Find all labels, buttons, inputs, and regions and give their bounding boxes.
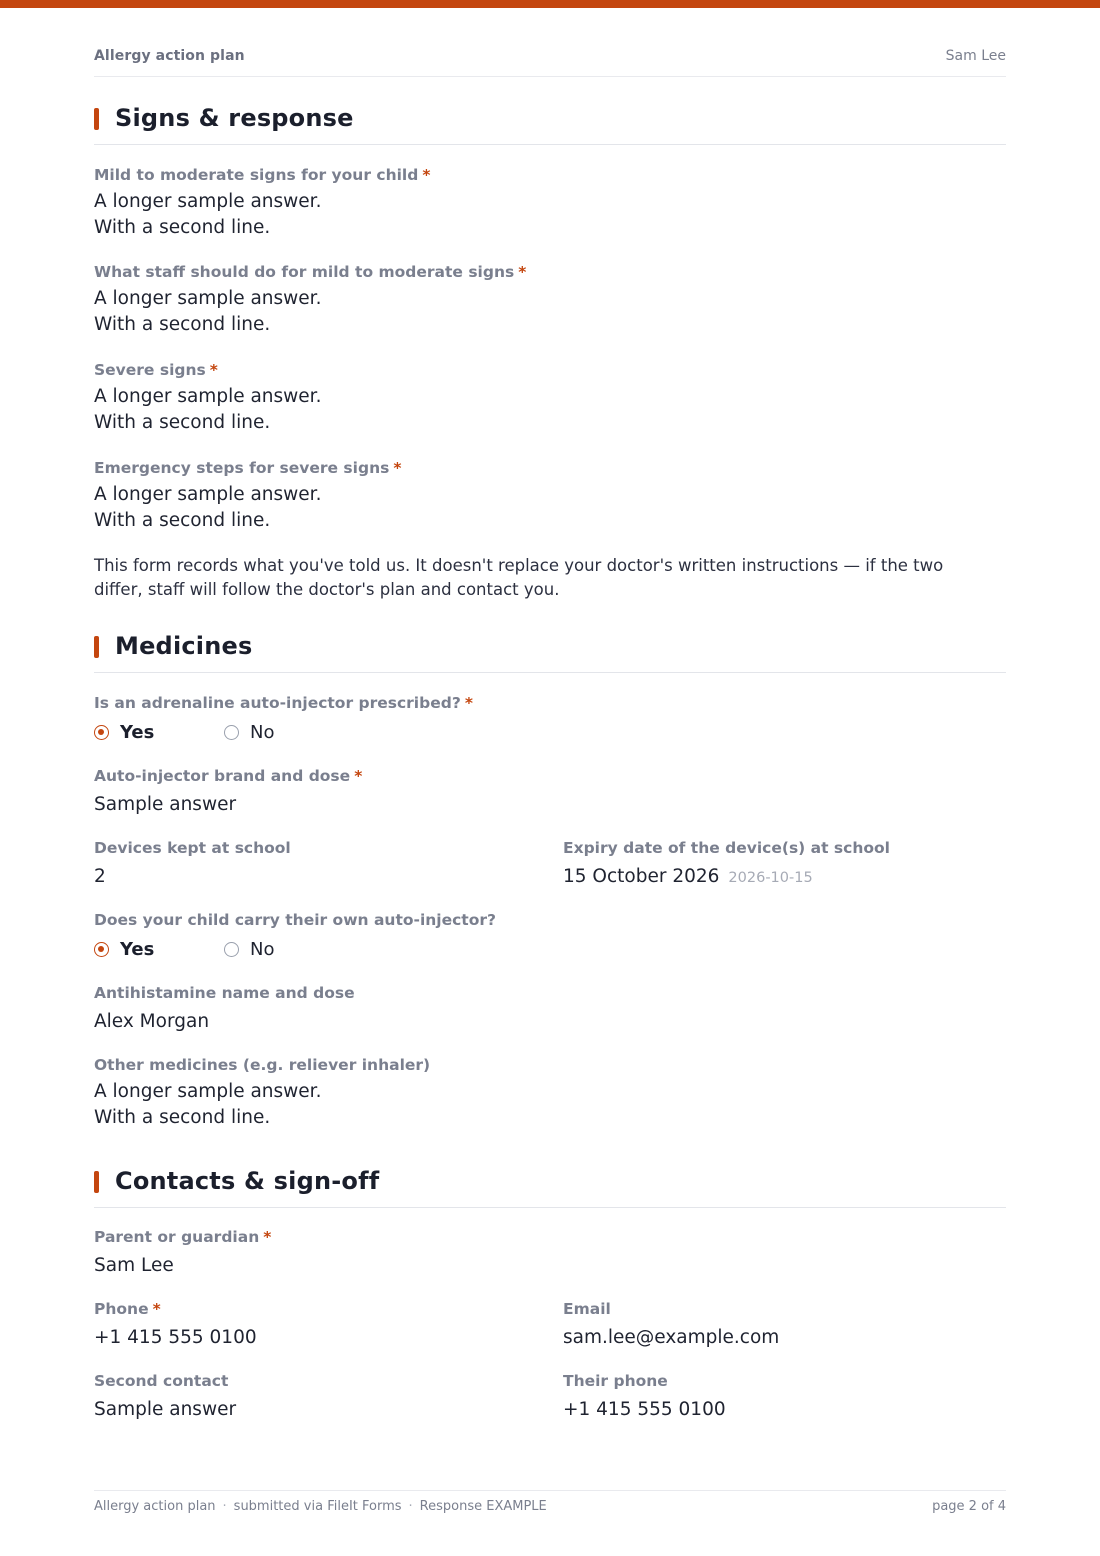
- radio-selected-icon[interactable]: [94, 725, 109, 740]
- field-value: sam.lee@example.com: [563, 1327, 780, 1348]
- running-header: [94, 48, 1006, 77]
- section-contacts-title: Contacts & sign-off: [115, 1167, 380, 1195]
- field-carries-own: [94, 910, 496, 962]
- required-marker: *: [152, 1300, 161, 1318]
- field-label: Severe signs *: [94, 361, 218, 379]
- field-auto-injector-prescribed: [94, 693, 473, 745]
- field-other-medicines: [94, 1055, 430, 1131]
- radio-option-yes[interactable]: Yes: [94, 939, 224, 960]
- radio-group: [94, 719, 473, 745]
- field-label: Other medicines (e.g. reliever inhaler): [94, 1056, 431, 1074]
- field-value: A longer sample answer. With a second line.: [94, 288, 322, 335]
- radio-selected-icon[interactable]: [94, 942, 109, 957]
- required-marker: *: [393, 459, 402, 477]
- field-label: Auto-injector brand and dose *: [94, 767, 363, 785]
- section-signs-header: [94, 104, 1006, 145]
- field-label: Phone *: [94, 1300, 161, 1318]
- iso-date: 2026-10-15: [728, 870, 813, 886]
- field-value: A longer sample answer. With a second line.: [94, 386, 322, 433]
- required-marker: *: [422, 166, 431, 184]
- section-accent-marker: [94, 108, 99, 130]
- required-marker: *: [518, 263, 527, 281]
- field-label: Emergency steps for severe signs *: [94, 459, 402, 477]
- field-emergency-steps: [94, 458, 401, 534]
- section-contacts-header: [94, 1167, 1006, 1208]
- field-devices-kept: [94, 838, 291, 890]
- disclaimer-note: This form records what you've told us. It doesn't replace your doctor's written instructions — if the two differ, staff will follow the doctor's plan and contact you.: [94, 556, 944, 599]
- field-severe-signs: [94, 360, 321, 436]
- field-auto-injector-brand-dose: [94, 766, 362, 818]
- field-value: A longer sample answer. With a second line.: [94, 1081, 322, 1128]
- field-label: Expiry date of the device(s) at school: [563, 839, 890, 857]
- radio-unselected-icon[interactable]: [224, 942, 239, 957]
- section-accent-marker: [94, 1171, 99, 1193]
- field-second-contact: [94, 1371, 236, 1423]
- field-label: Mild to moderate signs for your child *: [94, 166, 431, 184]
- field-label: Parent or guardian *: [94, 1228, 272, 1246]
- radio-group: [94, 936, 496, 962]
- field-value: Sample answer: [94, 794, 237, 815]
- field-label: Antihistamine name and dose: [94, 984, 355, 1002]
- required-marker: *: [354, 767, 363, 785]
- field-value: Sample answer: [94, 1399, 237, 1420]
- field-antihistamine: [94, 983, 355, 1035]
- radio-option-no[interactable]: No: [224, 722, 274, 743]
- page-footer: [94, 1490, 1006, 1514]
- field-value: 2: [94, 866, 106, 887]
- section-signs-title: Signs & response: [115, 104, 354, 132]
- field-label: Their phone: [563, 1372, 668, 1390]
- required-marker: *: [464, 694, 473, 712]
- required-marker: *: [263, 1228, 272, 1246]
- field-value: A longer sample answer. With a second line.: [94, 484, 322, 531]
- radio-unselected-icon[interactable]: [224, 725, 239, 740]
- section-accent-marker: [94, 636, 99, 658]
- field-expiry-date: [563, 838, 890, 891]
- field-their-phone: [563, 1371, 726, 1423]
- section-medicines-header: [94, 632, 1006, 673]
- field-mild-response: [94, 262, 526, 338]
- field-value: +1 415 555 0100: [94, 1327, 257, 1348]
- field-parent-guardian: [94, 1227, 271, 1279]
- field-value: 15 October 2026 2026-10-15: [563, 866, 813, 887]
- field-value: Alex Morgan: [94, 1011, 210, 1032]
- required-marker: *: [209, 361, 218, 379]
- field-label: Second contact: [94, 1372, 229, 1390]
- field-label: Does your child carry their own auto-injector?: [94, 911, 497, 929]
- section-medicines-title: Medicines: [115, 632, 253, 660]
- field-email: [563, 1299, 779, 1351]
- field-value: +1 415 555 0100: [563, 1399, 726, 1420]
- footer-page-number: page 2 of 4: [932, 1499, 1006, 1514]
- radio-option-no[interactable]: No: [224, 939, 274, 960]
- radio-option-yes[interactable]: Yes: [94, 722, 224, 743]
- field-label: Devices kept at school: [94, 839, 291, 857]
- field-label: Email: [563, 1300, 611, 1318]
- field-label: What staff should do for mild to moderate signs *: [94, 263, 527, 281]
- field-value: Sam Lee: [94, 1255, 174, 1276]
- footer-meta: Allergy action plan · submitted via FileIt Forms · Response EXAMPLE: [94, 1499, 547, 1514]
- field-label: Is an adrenaline auto-injector prescribed? *: [94, 694, 473, 712]
- field-phone: [94, 1299, 257, 1351]
- header-doc-title: Allergy action plan: [94, 48, 245, 64]
- field-value: A longer sample answer. With a second line.: [94, 191, 322, 238]
- field-mild-signs: [94, 165, 430, 241]
- header-respondent-name: Sam Lee: [945, 48, 1006, 64]
- top-accent-bar: [0, 0, 1100, 8]
